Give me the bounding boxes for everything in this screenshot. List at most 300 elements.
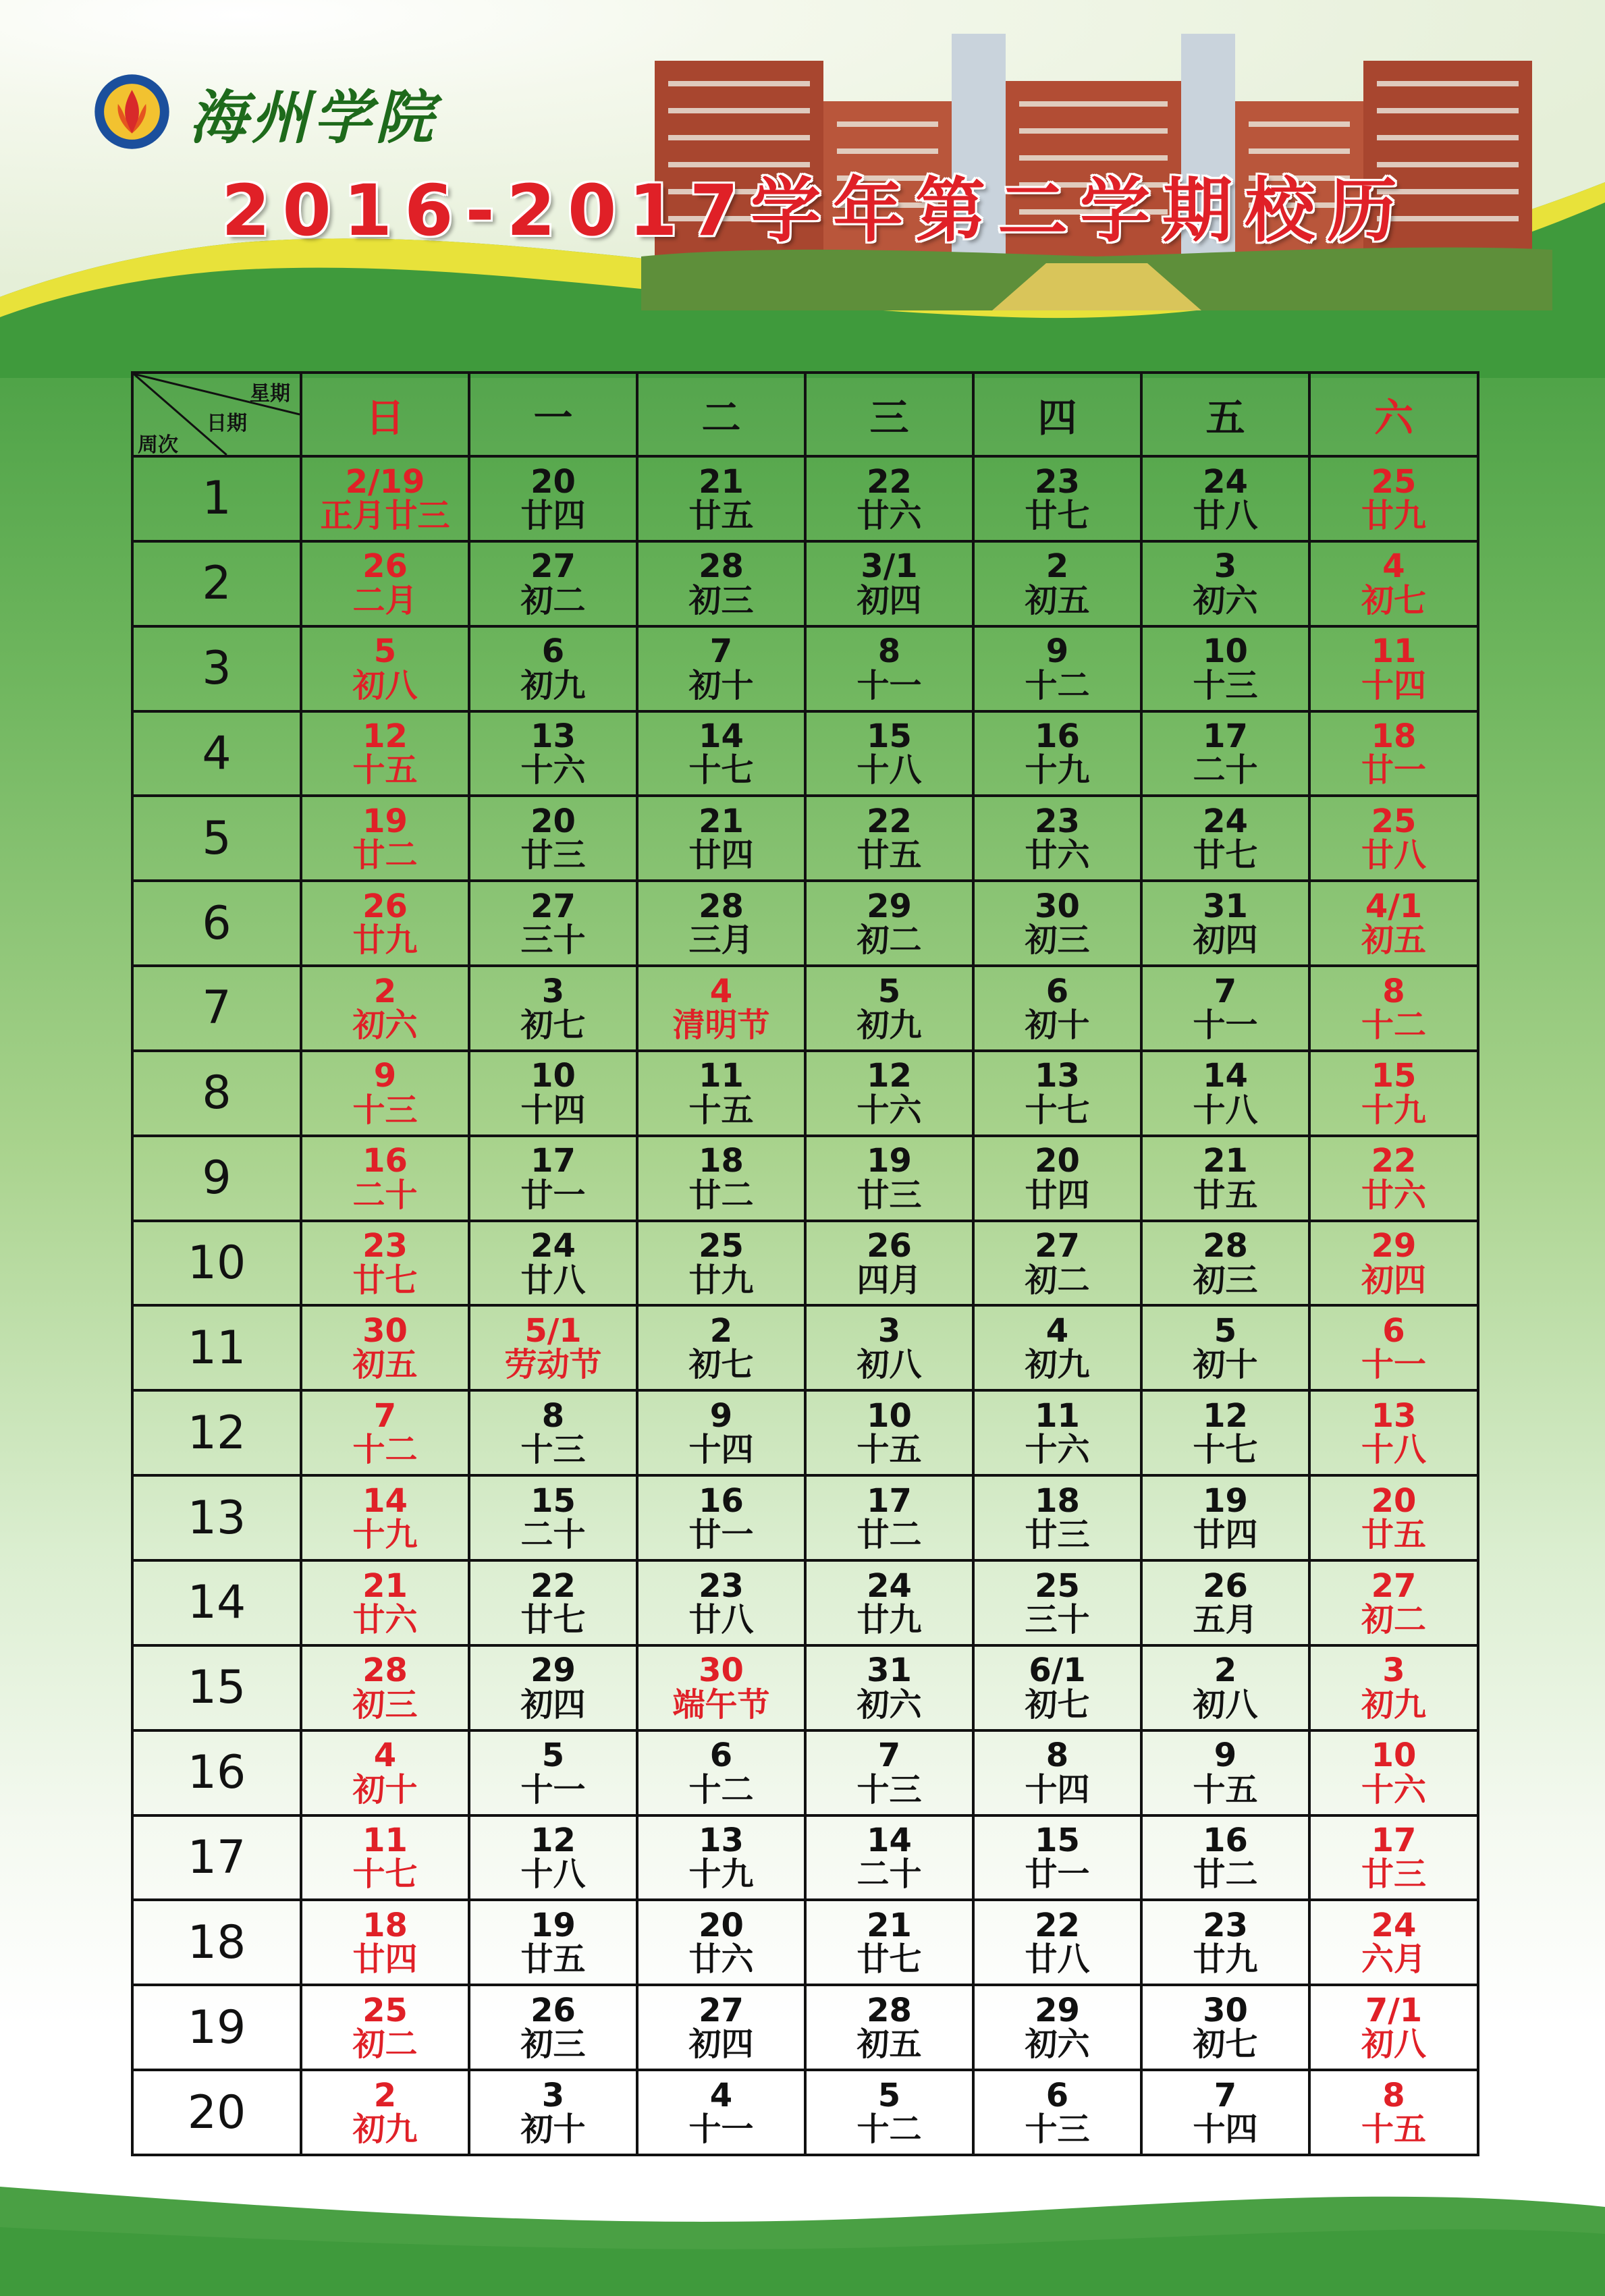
solar-date: 9 [1214, 1737, 1237, 1775]
solar-date: 12 [362, 717, 408, 756]
lunar-date: 初八 [856, 1346, 922, 1384]
day-cell [301, 1221, 469, 1306]
lunar-date: 初三 [520, 2025, 586, 2064]
day-cell [301, 626, 469, 711]
lunar-date: 廿五 [688, 496, 754, 535]
lunar-date: 初十 [520, 2110, 586, 2149]
solar-date: 28 [699, 887, 744, 925]
day-cell [637, 1815, 805, 1901]
week-number: 20 [132, 2070, 301, 2155]
day-cell [469, 1645, 637, 1730]
lunar-date: 初二 [520, 581, 586, 620]
lunar-date: 廿五 [520, 1940, 586, 1979]
lunar-date: 廿六 [1361, 1176, 1426, 1214]
solar-date: 28 [362, 1651, 408, 1690]
lunar-date: 廿四 [688, 836, 754, 875]
lunar-date: 初六 [1025, 2025, 1090, 2064]
lunar-date: 初七 [1361, 581, 1426, 620]
solar-date: 21 [362, 1566, 408, 1605]
lunar-date: 初十 [1025, 1006, 1090, 1044]
day-cell [637, 2070, 805, 2155]
solar-date: 15 [867, 717, 912, 756]
lunar-date: 十一 [520, 1770, 586, 1809]
day-cell [805, 1051, 973, 1136]
lunar-date: 十二 [352, 1431, 418, 1469]
corner-label-weekday: 星期 [250, 382, 290, 406]
week-row [132, 541, 1478, 626]
day-cell [973, 541, 1141, 626]
weekday-header-3: 三 [805, 373, 973, 456]
day-cell [973, 2070, 1141, 2155]
lunar-date: 廿七 [856, 1940, 922, 1979]
lunar-date: 十八 [520, 1855, 586, 1894]
day-cell [1309, 1985, 1478, 2070]
solar-date: 13 [1035, 1057, 1080, 1095]
solar-date: 15 [1371, 1057, 1417, 1095]
solar-date: 27 [1371, 1566, 1417, 1605]
lunar-date: 廿九 [1193, 1940, 1258, 1979]
day-cell [1141, 711, 1309, 796]
week-number: 18 [132, 1900, 301, 1985]
solar-date: 6/1 [1029, 1651, 1086, 1690]
day-cell [1141, 1730, 1309, 1815]
solar-date: 21 [1203, 1142, 1248, 1180]
solar-date: 16 [1035, 717, 1080, 756]
day-cell [973, 1900, 1141, 1985]
week-number: 15 [132, 1645, 301, 1730]
day-cell [1309, 1221, 1478, 1306]
lunar-date: 十三 [1193, 666, 1258, 705]
solar-date: 10 [1203, 632, 1248, 671]
day-cell [301, 881, 469, 966]
solar-date: 19 [531, 1906, 576, 1944]
week-number: 19 [132, 1985, 301, 2070]
lunar-date: 四月 [856, 1261, 922, 1299]
solar-date: 29 [1035, 1991, 1080, 2029]
lunar-date: 十二 [1361, 1006, 1426, 1044]
week-row [132, 881, 1478, 966]
lunar-date: 十三 [1025, 2110, 1090, 2149]
lunar-date: 廿五 [856, 836, 922, 875]
day-cell [301, 1390, 469, 1475]
lunar-date: 十八 [1361, 1431, 1426, 1469]
solar-date: 4 [373, 1737, 397, 1775]
day-cell [973, 711, 1141, 796]
day-cell [637, 1305, 805, 1390]
lunar-date: 初五 [352, 1346, 418, 1384]
solar-date: 23 [1035, 462, 1080, 501]
day-cell [1309, 626, 1478, 711]
week-number: 1 [132, 456, 301, 541]
solar-date: 10 [867, 1396, 912, 1435]
day-cell [637, 541, 805, 626]
solar-date: 4 [1045, 1311, 1069, 1350]
week-row [132, 1136, 1478, 1221]
day-cell [469, 1136, 637, 1221]
lunar-date: 十四 [1025, 1770, 1090, 1809]
lunar-date: 十四 [1193, 2110, 1258, 2149]
solar-date: 3 [541, 972, 565, 1010]
solar-date: 23 [1035, 802, 1080, 840]
solar-date: 2 [1214, 1651, 1237, 1690]
day-cell [301, 1985, 469, 2070]
day-cell [301, 1560, 469, 1645]
solar-date: 4 [709, 2076, 733, 2114]
solar-date: 26 [1203, 1566, 1248, 1605]
solar-date: 14 [1203, 1057, 1248, 1095]
school-name-logo-text: 海州学院 [189, 84, 437, 152]
solar-date: 21 [699, 462, 744, 501]
lunar-date: 初六 [352, 1006, 418, 1044]
lunar-date: 十一 [688, 2110, 754, 2149]
solar-date: 4 [1382, 547, 1405, 586]
solar-date: 16 [699, 1481, 744, 1520]
solar-date: 23 [1203, 1906, 1248, 1944]
day-cell [469, 881, 637, 966]
week-row [132, 1051, 1478, 1136]
day-cell [805, 881, 973, 966]
school-logo-icon [93, 73, 171, 151]
day-cell [301, 1730, 469, 1815]
solar-date: 2 [709, 1311, 733, 1350]
day-cell [1141, 1475, 1309, 1560]
day-cell [805, 1730, 973, 1815]
day-cell [637, 626, 805, 711]
lunar-date: 初二 [1025, 1261, 1090, 1299]
lunar-date: 初七 [1025, 1685, 1090, 1724]
solar-date: 8 [1382, 972, 1405, 1010]
week-row [132, 1221, 1478, 1306]
solar-date: 3/1 [861, 547, 918, 586]
week-number: 16 [132, 1730, 301, 1815]
solar-date: 4 [709, 972, 733, 1010]
lunar-date: 廿八 [1025, 1940, 1090, 1979]
lunar-date: 初三 [352, 1685, 418, 1724]
day-cell [301, 456, 469, 541]
solar-date: 21 [867, 1906, 912, 1944]
day-cell [805, 2070, 973, 2155]
lunar-date: 十五 [352, 751, 418, 790]
lunar-date: 十九 [1025, 751, 1090, 790]
solar-date: 27 [699, 1991, 744, 2029]
solar-date: 12 [1203, 1396, 1248, 1435]
solar-date: 17 [531, 1142, 576, 1180]
day-cell [1309, 1815, 1478, 1901]
day-cell [637, 796, 805, 881]
corner-label-date: 日期 [207, 412, 247, 435]
day-cell [973, 1221, 1141, 1306]
solar-date: 25 [1371, 802, 1417, 840]
solar-date: 9 [709, 1396, 733, 1435]
day-cell [469, 1985, 637, 2070]
week-row [132, 1645, 1478, 1730]
lunar-date: 十六 [856, 1091, 922, 1129]
lunar-date: 十八 [856, 751, 922, 790]
lunar-date: 廿九 [688, 1261, 754, 1299]
solar-date: 15 [531, 1481, 576, 1520]
lunar-date: 十一 [1193, 1006, 1258, 1044]
solar-date: 22 [1035, 1906, 1080, 1944]
week-row [132, 1900, 1478, 1985]
solar-date: 16 [1203, 1822, 1248, 1860]
solar-date: 2 [373, 972, 397, 1010]
day-cell [805, 1305, 973, 1390]
day-cell [1309, 1900, 1478, 1985]
solar-date: 28 [867, 1991, 912, 2029]
lunar-date: 初七 [1193, 2025, 1258, 2064]
day-cell [805, 1475, 973, 1560]
day-cell [637, 1475, 805, 1560]
solar-date: 26 [867, 1227, 912, 1265]
day-cell [805, 626, 973, 711]
lunar-date: 廿四 [1025, 1176, 1090, 1214]
lunar-date: 初十 [688, 666, 754, 705]
lunar-date: 十二 [688, 1770, 754, 1809]
lunar-date: 二十 [856, 1855, 922, 1894]
solar-date: 17 [1371, 1822, 1417, 1860]
day-cell [1141, 1136, 1309, 1221]
solar-date: 24 [1203, 462, 1248, 501]
day-cell [973, 1390, 1141, 1475]
solar-date: 14 [362, 1481, 408, 1520]
lunar-date: 二十 [1193, 751, 1258, 790]
solar-date: 14 [699, 717, 744, 756]
solar-date: 3 [1382, 1651, 1405, 1690]
solar-date: 17 [1203, 717, 1248, 756]
day-cell [973, 626, 1141, 711]
solar-date: 18 [1371, 717, 1417, 756]
lunar-date: 初十 [352, 1770, 418, 1809]
lunar-date: 十五 [1193, 1770, 1258, 1809]
lunar-date: 十七 [688, 751, 754, 790]
solar-date: 5 [877, 2076, 901, 2114]
solar-date: 22 [867, 462, 912, 501]
solar-date: 3 [541, 2076, 565, 2114]
lunar-date: 十二 [856, 2110, 922, 2149]
day-cell [469, 711, 637, 796]
week-number: 3 [132, 626, 301, 711]
day-cell [973, 1985, 1141, 2070]
solar-date: 26 [362, 547, 408, 586]
solar-date: 13 [1371, 1396, 1417, 1435]
solar-date: 27 [531, 547, 576, 586]
day-cell [1309, 1645, 1478, 1730]
solar-date: 29 [531, 1651, 576, 1690]
solar-date: 29 [1371, 1227, 1417, 1265]
lunar-date: 廿八 [1361, 836, 1426, 875]
solar-date: 6 [709, 1737, 733, 1775]
solar-date: 31 [867, 1651, 912, 1690]
corner-label-week: 周次 [138, 433, 178, 457]
lunar-date: 廿八 [1193, 496, 1258, 535]
solar-date: 10 [531, 1057, 576, 1095]
solar-date: 30 [362, 1311, 408, 1350]
day-cell [469, 1815, 637, 1901]
day-cell [1141, 1051, 1309, 1136]
lunar-date: 初四 [856, 581, 922, 620]
week-number: 13 [132, 1475, 301, 1560]
solar-date: 12 [531, 1822, 576, 1860]
lunar-date: 十九 [352, 1516, 418, 1554]
day-cell [1309, 1305, 1478, 1390]
lunar-date: 初八 [352, 666, 418, 705]
lunar-date: 廿二 [856, 1516, 922, 1554]
day-cell [301, 1051, 469, 1136]
solar-date: 25 [1035, 1566, 1080, 1605]
day-cell [469, 2070, 637, 2155]
day-cell [1141, 1985, 1309, 2070]
week-number: 2 [132, 541, 301, 626]
day-cell [805, 711, 973, 796]
lunar-date: 十六 [1025, 1431, 1090, 1469]
solar-date: 19 [867, 1142, 912, 1180]
lunar-date: 初五 [1025, 581, 1090, 620]
lunar-date: 廿一 [688, 1516, 754, 1554]
day-cell [469, 1475, 637, 1560]
week-row [132, 711, 1478, 796]
lunar-date: 十七 [1025, 1091, 1090, 1129]
day-cell [637, 1730, 805, 1815]
solar-date: 20 [1371, 1481, 1417, 1520]
day-cell [973, 796, 1141, 881]
lunar-date: 廿一 [1025, 1855, 1090, 1894]
solar-date: 25 [362, 1991, 408, 2029]
lunar-date: 初九 [352, 2110, 418, 2149]
lunar-date: 初六 [1193, 581, 1258, 620]
day-cell [1141, 1900, 1309, 1985]
lunar-date: 初三 [1025, 921, 1090, 960]
lunar-date: 廿九 [856, 1600, 922, 1639]
day-cell [973, 881, 1141, 966]
lunar-date: 初九 [856, 1006, 922, 1044]
lunar-date: 十九 [688, 1855, 754, 1894]
lunar-date: 十五 [856, 1431, 922, 1469]
week-row [132, 1730, 1478, 1815]
lunar-date: 二月 [352, 581, 418, 620]
solar-date: 5 [541, 1737, 565, 1775]
solar-date: 22 [1371, 1142, 1417, 1180]
day-cell [1309, 1730, 1478, 1815]
lunar-date: 初七 [520, 1006, 586, 1044]
lunar-date: 十九 [1361, 1091, 1426, 1129]
day-cell [469, 1390, 637, 1475]
lunar-date: 初九 [1361, 1685, 1426, 1724]
day-cell [1309, 1390, 1478, 1475]
solar-date: 30 [699, 1651, 744, 1690]
solar-date: 20 [531, 462, 576, 501]
solar-date: 27 [531, 887, 576, 925]
solar-date: 13 [531, 717, 576, 756]
solar-date: 16 [362, 1142, 408, 1180]
day-cell [805, 541, 973, 626]
day-cell [973, 1560, 1141, 1645]
day-cell [1309, 456, 1478, 541]
solar-date: 31 [1203, 887, 1248, 925]
lunar-date: 廿七 [520, 1600, 586, 1639]
lunar-date: 初四 [520, 1685, 586, 1724]
solar-date: 11 [1035, 1396, 1080, 1435]
day-cell [805, 456, 973, 541]
day-cell [805, 1900, 973, 1985]
week-row [132, 456, 1478, 541]
lunar-date: 廿二 [1193, 1855, 1258, 1894]
lunar-date: 廿二 [688, 1176, 754, 1214]
lunar-date: 廿一 [520, 1176, 586, 1214]
day-cell [301, 541, 469, 626]
lunar-date: 十一 [856, 666, 922, 705]
lunar-date: 初四 [1361, 1261, 1426, 1299]
solar-date: 6 [1045, 972, 1069, 1010]
solar-date: 26 [531, 1991, 576, 2029]
solar-date: 20 [1035, 1142, 1080, 1180]
solar-date: 8 [877, 632, 901, 671]
lunar-date: 初九 [520, 666, 586, 705]
solar-date: 7 [1214, 972, 1237, 1010]
solar-date: 8 [541, 1396, 565, 1435]
lunar-date: 十三 [856, 1770, 922, 1809]
week-number: 9 [132, 1136, 301, 1221]
lunar-date: 十八 [1193, 1091, 1258, 1129]
lunar-date: 十四 [688, 1431, 754, 1469]
solar-date: 3 [877, 1311, 901, 1350]
solar-date: 3 [1214, 547, 1237, 586]
day-cell [805, 1390, 973, 1475]
lunar-date: 廿二 [352, 836, 418, 875]
day-cell [1309, 711, 1478, 796]
day-cell [637, 1390, 805, 1475]
week-number: 12 [132, 1390, 301, 1475]
week-number: 17 [132, 1815, 301, 1901]
lunar-date: 廿七 [352, 1261, 418, 1299]
weekday-header-0: 日 [301, 373, 469, 456]
lunar-date: 廿四 [520, 496, 586, 535]
day-cell [637, 711, 805, 796]
lunar-date: 三十 [520, 921, 586, 960]
day-cell [1309, 1475, 1478, 1560]
solar-date: 5/1 [524, 1311, 582, 1350]
lunar-date: 廿三 [856, 1176, 922, 1214]
week-row [132, 796, 1478, 881]
lunar-date: 十一 [1361, 1346, 1426, 1384]
solar-date: 17 [867, 1481, 912, 1520]
solar-date: 14 [867, 1822, 912, 1860]
week-row [132, 1985, 1478, 2070]
solar-date: 5 [1214, 1311, 1237, 1350]
day-cell [637, 1221, 805, 1306]
solar-date: 22 [531, 1566, 576, 1605]
solar-date: 21 [699, 802, 744, 840]
day-cell [1309, 1051, 1478, 1136]
day-cell [301, 796, 469, 881]
page-title: 2016-2017学年第二学期校历 [221, 169, 1410, 252]
week-number: 10 [132, 1221, 301, 1306]
weekday-header-1: 一 [469, 373, 637, 456]
day-cell [301, 1136, 469, 1221]
day-cell [469, 541, 637, 626]
lunar-date: 廿九 [352, 921, 418, 960]
week-row [132, 1560, 1478, 1645]
day-cell [301, 966, 469, 1051]
day-cell [805, 1136, 973, 1221]
lunar-date: 初八 [1193, 1685, 1258, 1724]
solar-date: 8 [1045, 1737, 1069, 1775]
day-cell [1141, 966, 1309, 1051]
week-number: 11 [132, 1305, 301, 1390]
solar-date: 11 [699, 1057, 744, 1095]
lunar-date: 廿六 [352, 1600, 418, 1639]
day-cell [637, 1645, 805, 1730]
solar-date: 7/1 [1365, 1991, 1423, 2029]
